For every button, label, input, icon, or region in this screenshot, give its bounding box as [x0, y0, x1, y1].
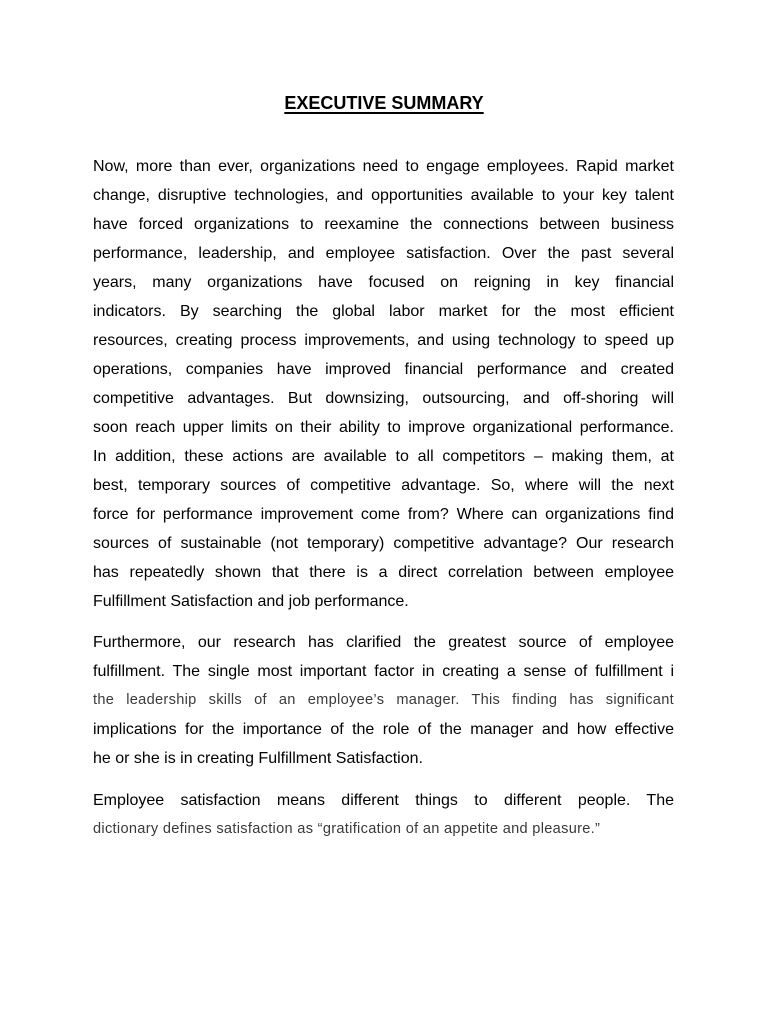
paragraph-2-line: he or she is in creating Fulfillment Satisfaction.: [93, 750, 423, 767]
page-title: EXECUTIVE SUMMARY: [284, 93, 484, 113]
paragraph-1-line: competitive advantages. But downsizing, outsourcing, and off-shoring will: [93, 390, 674, 407]
paragraph-1-line: change, disruptive technologies, and opportunities available to your key talent: [93, 187, 674, 204]
paragraph-1-line: performance, leadership, and employee satisfaction. Over the past several: [93, 245, 674, 262]
paragraph-1-line: Now, more than ever, organizations need to engage employees. Rapid market: [93, 158, 674, 175]
paragraph-1-line: years, many organizations have focused on reigning in key financial: [93, 274, 674, 291]
paragraph-1-line: resources, creating process improvements, and using technology to speed up: [93, 332, 674, 349]
paragraph-1-line: has repeatedly shown that there is a direct correlation between employee: [93, 564, 674, 581]
paragraph-1-line: soon reach upper limits on their ability to improve organizational performance.: [93, 419, 674, 436]
paragraph-1-line: Fulfillment Satisfaction and job performance.: [93, 593, 409, 610]
paragraph-3-line: dictionary defines satisfaction as “gratification of an appetite and pleasure.”: [93, 821, 601, 837]
paragraph-2-line: fulfillment. The single most important factor in creating a sense of fulfillment i: [93, 663, 674, 680]
paragraph-2-line: the leadership skills of an employee’s manager. This finding has significant: [93, 692, 674, 708]
paragraph-1-line: best, temporary sources of competitive advantage. So, where will the next: [93, 477, 674, 494]
paragraph-1-line: operations, companies have improved financial performance and created: [93, 361, 674, 378]
paragraph-1-line: indicators. By searching the global labor market for the most efficient: [93, 303, 674, 320]
paragraph-2-line: Furthermore, our research has clarified the greatest source of employee: [93, 634, 674, 651]
paragraph-3-line: Employee satisfaction means different things to different people. The: [93, 792, 674, 809]
paragraph-1-line: sources of sustainable (not temporary) competitive advantage? Our research: [93, 535, 674, 552]
paragraph-2-line: implications for the importance of the role of the manager and how effective: [93, 721, 674, 738]
paragraph-1-line: In addition, these actions are available to all competitors – making them, at: [93, 448, 674, 465]
paragraph-1-line: have forced organizations to reexamine the connections between business: [93, 216, 674, 233]
paragraph-1-line: force for performance improvement come from? Where can organizations find: [93, 506, 674, 523]
